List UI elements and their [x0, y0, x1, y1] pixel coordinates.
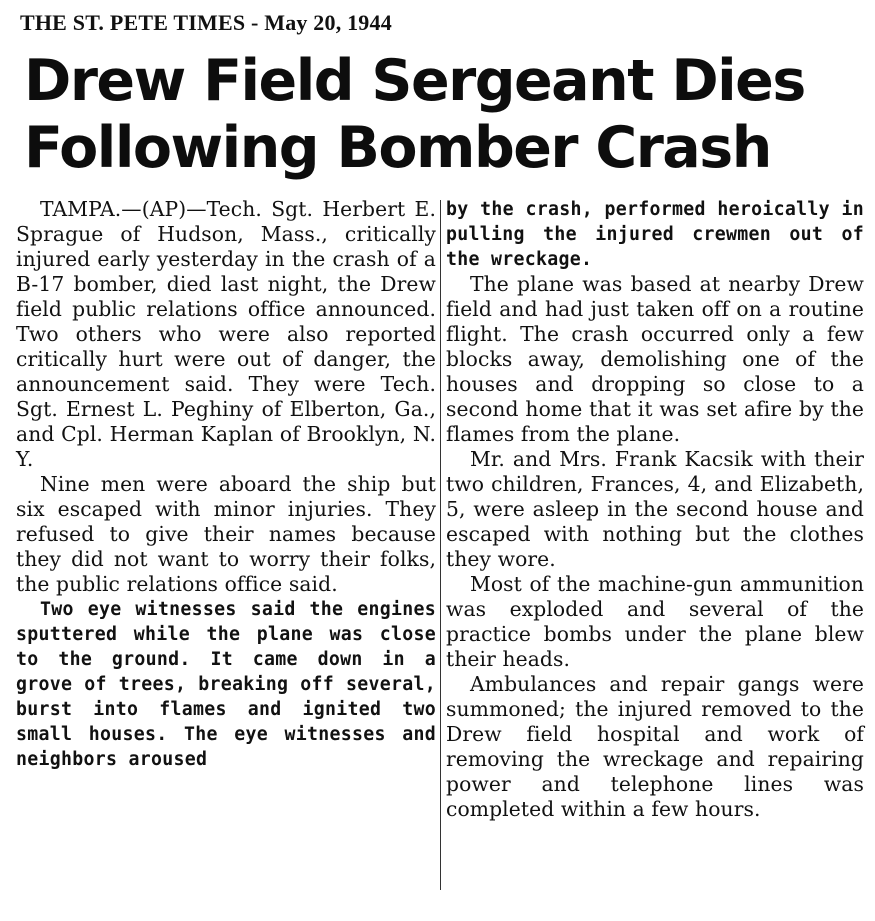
headline-line-1: Drew Field Sergeant Dies: [24, 48, 805, 114]
article-column-left: [16, 197, 436, 772]
column-divider: [440, 200, 441, 890]
headline-line-2: Following Bomber Crash: [24, 115, 771, 181]
paragraph-witnesses: Two eye witnesses said the engines sputtered while the plane was close to the ground. It came down in a grove of trees, breaking off several, burst into flames and ignited two small houses. The eye witnesses and neighbors aroused: [16, 599, 436, 770]
paragraph-dispatch: TAMPA.—(AP)—Tech. Sgt. Herbert E. Sprague of Hudson, Mass., critically injured early yesterday in the crash of a B-17 bomber, died last night, the Drew field public relations office announced. Two others who were also reported critically hurt were out of danger, the announcement said. They were Tech. Sgt. Ernest L. Peghiny of Elberton, Ga., and Cpl. Herman Kaplan of Brooklyn, N. Y.: [16, 197, 436, 471]
article-column-right: [446, 197, 864, 822]
paragraph-ammunition: Most of the machine-gun ammunition was exploded and several of the practice bombs under the plane blew their heads.: [446, 572, 864, 671]
paragraph-continuation: by the crash, performed heroically in pulling the injured crewmen out of the wreckage.: [446, 199, 864, 270]
paragraph-plane: The plane was based at nearby Drew field and had just taken off on a routine flight. The crash occurred only a few blocks away, demolishing one of the houses and dropping so close to a second home that it was set afire by the flames from the plane.: [446, 272, 864, 446]
headline: [24, 48, 864, 182]
paragraph-crew: Nine men were aboard the ship but six escaped with minor injuries. They refused to give their names because they did not want to worry their folks, the public relations office said.: [16, 472, 436, 596]
paragraph-repairs: Ambulances and repair gangs were summoned; the injured removed to the Drew field hospital and work of removing the wreckage and repairing power and telephone lines was completed within a few hours.: [446, 672, 864, 821]
paragraph-family: Mr. and Mrs. Frank Kacsik with their two children, Frances, 4, and Elizabeth, 5, were asleep in the second house and escaped with nothing but the clothes they wore.: [446, 447, 864, 571]
dateline: THE ST. PETE TIMES - May 20, 1944: [20, 10, 392, 35]
